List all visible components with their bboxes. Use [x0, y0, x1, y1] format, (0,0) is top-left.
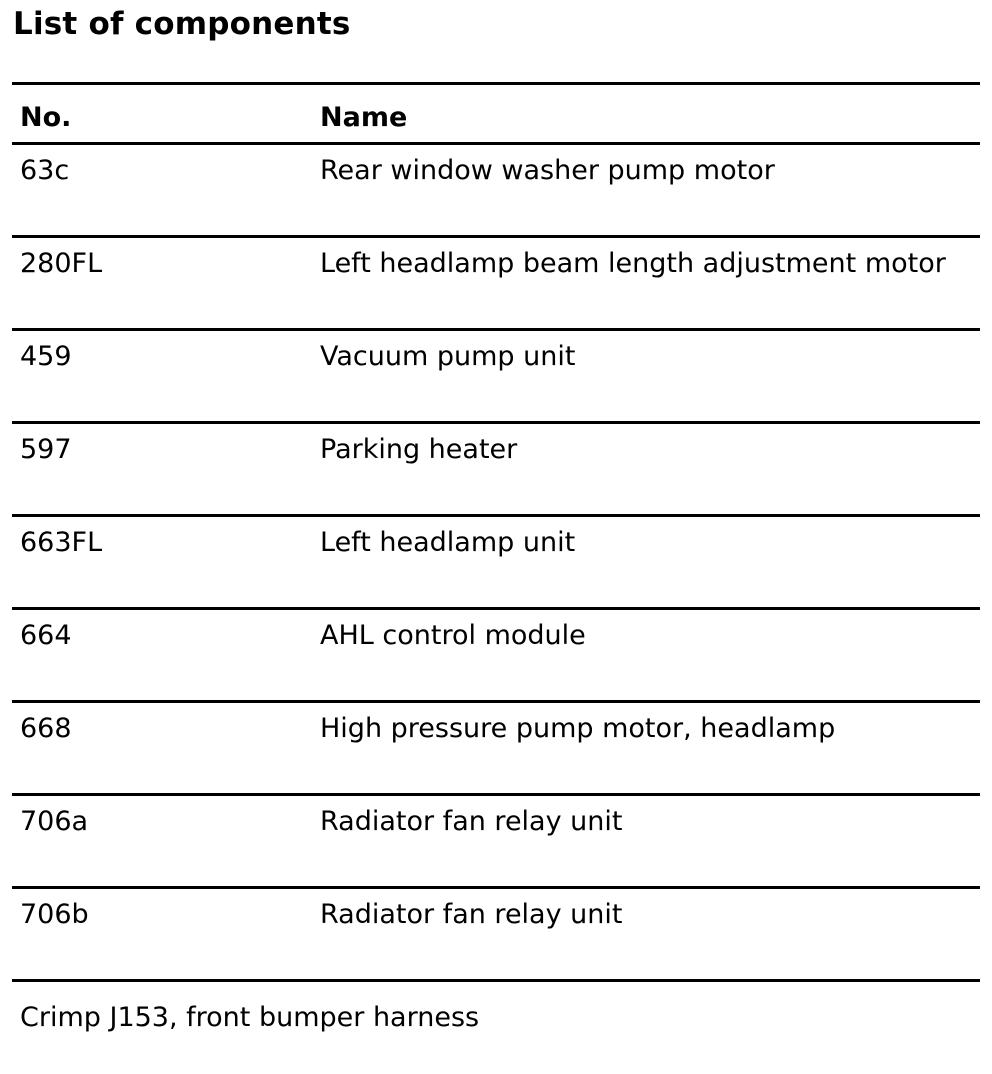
component-name: Parking heater: [320, 434, 518, 465]
component-number: 459: [20, 341, 72, 372]
table-row: [12, 796, 980, 889]
page-title: List of components: [13, 6, 351, 42]
components-table: [12, 82, 980, 982]
component-number: 706a: [20, 806, 89, 837]
component-number: 668: [20, 713, 72, 744]
component-name: Radiator fan relay unit: [320, 806, 623, 837]
header-no: No.: [20, 102, 72, 133]
component-name: Vacuum pump unit: [320, 341, 576, 372]
footnote: Crimp J153, front bumper harness: [20, 1002, 480, 1033]
component-name: AHL control module: [320, 620, 586, 651]
table-row: [12, 424, 980, 517]
table-row: [12, 238, 980, 331]
table-row: [12, 145, 980, 238]
table-row: [12, 703, 980, 796]
table-row: [12, 331, 980, 424]
table-header: [12, 85, 980, 145]
component-number: 63c: [20, 155, 70, 186]
header-name: Name: [320, 102, 408, 133]
table-row: [12, 517, 980, 610]
component-name: Left headlamp beam length adjustment motor: [320, 248, 946, 279]
table-row: [12, 889, 980, 982]
table-row: [12, 610, 980, 703]
component-name: Rear window washer pump motor: [320, 155, 775, 186]
component-name: Left headlamp unit: [320, 527, 576, 558]
component-number: 597: [20, 434, 72, 465]
component-number: 663FL: [20, 527, 103, 558]
component-name: High pressure pump motor, headlamp: [320, 713, 836, 744]
component-name: Radiator fan relay unit: [320, 899, 623, 930]
component-number: 280FL: [20, 248, 103, 279]
component-number: 706b: [20, 899, 89, 930]
component-number: 664: [20, 620, 72, 651]
